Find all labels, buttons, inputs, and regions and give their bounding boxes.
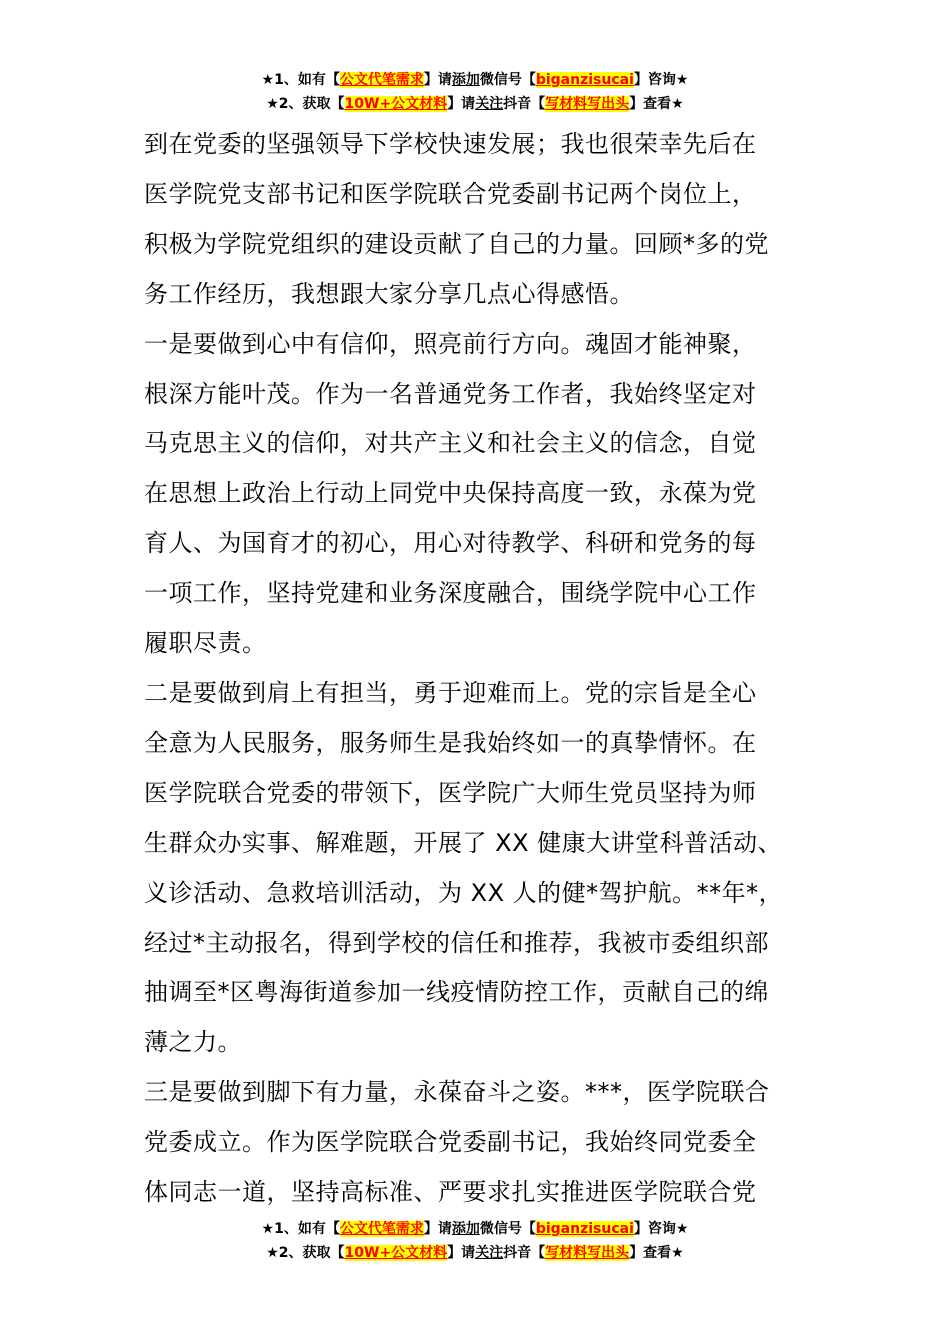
body-line: 二是要做到肩上有担当，勇于迎难而上。党的宗旨是全心 xyxy=(144,678,757,707)
banner-text: 】请 xyxy=(447,1245,476,1261)
banner-text: ★2、获取【 xyxy=(266,1245,345,1261)
banner-text: 微信号【 xyxy=(479,72,536,88)
body-line: 生群众办实事、解难题，开展了 XX 健康大讲堂科普活动、 xyxy=(144,828,783,857)
banner-text: ★2、获取【 xyxy=(266,96,345,112)
banner-text: 】查看★ xyxy=(629,96,684,112)
banner-text: 】请 xyxy=(447,96,476,112)
body-line: 体同志一道，坚持高标准、严要求扎实推进医学院联合党 xyxy=(144,1178,757,1207)
highlight-douyin: 写材料写出头 xyxy=(545,96,630,112)
body-line: 党委成立。作为医学院联合党委副书记，我始终同党委全 xyxy=(144,1128,757,1157)
banner-line-1 xyxy=(0,68,950,92)
highlight-wechat-id: biganzisucai xyxy=(535,72,634,88)
body-line: 全意为人民服务，服务师生是我始终如一的真挚情怀。在 xyxy=(144,728,757,757)
banner-text: 】咨询★ xyxy=(633,72,689,88)
banner-text: 】咨询★ xyxy=(633,1221,689,1237)
header-banner xyxy=(0,68,950,116)
highlight-materials: 10W+公文材料 xyxy=(344,1245,448,1261)
banner-line-1 xyxy=(0,1217,950,1241)
banner-text: ★1、如有【 xyxy=(261,1221,340,1237)
banner-text: 抖音【 xyxy=(503,1245,546,1261)
body-line: 抽调至*区粤海街道参加一线疫情防控工作，贡献自己的绵 xyxy=(144,978,769,1007)
banner-text: 抖音【 xyxy=(503,96,546,112)
banner-text: 微信号【 xyxy=(479,1221,536,1237)
highlight-ghostwriting: 公文代笔需求 xyxy=(339,1221,424,1237)
footer-banner xyxy=(0,1217,950,1265)
banner-text: 】查看★ xyxy=(629,1245,684,1261)
highlight-ghostwriting: 公文代笔需求 xyxy=(339,72,424,88)
body-line: 履职尽责。 xyxy=(144,629,267,658)
banner-text-underlined: 关注 xyxy=(475,96,504,112)
banner-text: 】请 xyxy=(423,72,452,88)
body-line: 一是要做到心中有信仰，照亮前行方向。魂固才能神聚， xyxy=(144,329,757,358)
body-line: 一项工作，坚持党建和业务深度融合，围绕学院中心工作 xyxy=(144,579,757,608)
banner-line-2 xyxy=(0,92,950,116)
body-line: 马克思主义的信仰，对共产主义和社会主义的信念，自觉 xyxy=(144,429,757,458)
banner-text-underlined: 关注 xyxy=(475,1245,504,1261)
body-line: 在思想上政治上行动上同党中央保持高度一致，永葆为党 xyxy=(144,479,757,508)
banner-text: ★1、如有【 xyxy=(261,72,340,88)
body-line: 薄之力。 xyxy=(144,1028,242,1057)
body-line: 三是要做到脚下有力量，永葆奋斗之姿。***，医学院联合 xyxy=(144,1078,770,1107)
body-line: 育人、为国育才的初心，用心对待教学、科研和党务的每 xyxy=(144,529,757,558)
body-line: 务工作经历，我想跟大家分享几点心得感悟。 xyxy=(144,279,634,308)
highlight-douyin: 写材料写出头 xyxy=(545,1245,630,1261)
highlight-wechat-id: biganzisucai xyxy=(535,1221,634,1237)
banner-line-2 xyxy=(0,1241,950,1265)
body-line: 到在党委的坚强领导下学校快速发展；我也很荣幸先后在 xyxy=(144,130,757,158)
body-line: 义诊活动、急救培训活动，为 XX 人的健*驾护航。**年*， xyxy=(144,878,784,907)
body-line: 医学院党支部书记和医学院联合党委副书记两个岗位上， xyxy=(144,179,757,208)
highlight-materials: 10W+公文材料 xyxy=(344,96,448,112)
body-line: 根深方能叶茂。作为一名普通党务工作者，我始终坚定对 xyxy=(144,379,757,408)
banner-text-underlined: 添加 xyxy=(451,1221,480,1237)
body-line: 经过*主动报名，得到学校的信任和推荐，我被市委组织部 xyxy=(144,928,769,957)
banner-text: 】请 xyxy=(423,1221,452,1237)
body-line: 积极为学院党组织的建设贡献了自己的力量。回顾*多的党 xyxy=(144,229,769,258)
document-body xyxy=(144,120,814,1218)
banner-text-underlined: 添加 xyxy=(451,72,480,88)
body-line: 医学院联合党委的带领下，医学院广大师生党员坚持为师 xyxy=(144,778,757,807)
